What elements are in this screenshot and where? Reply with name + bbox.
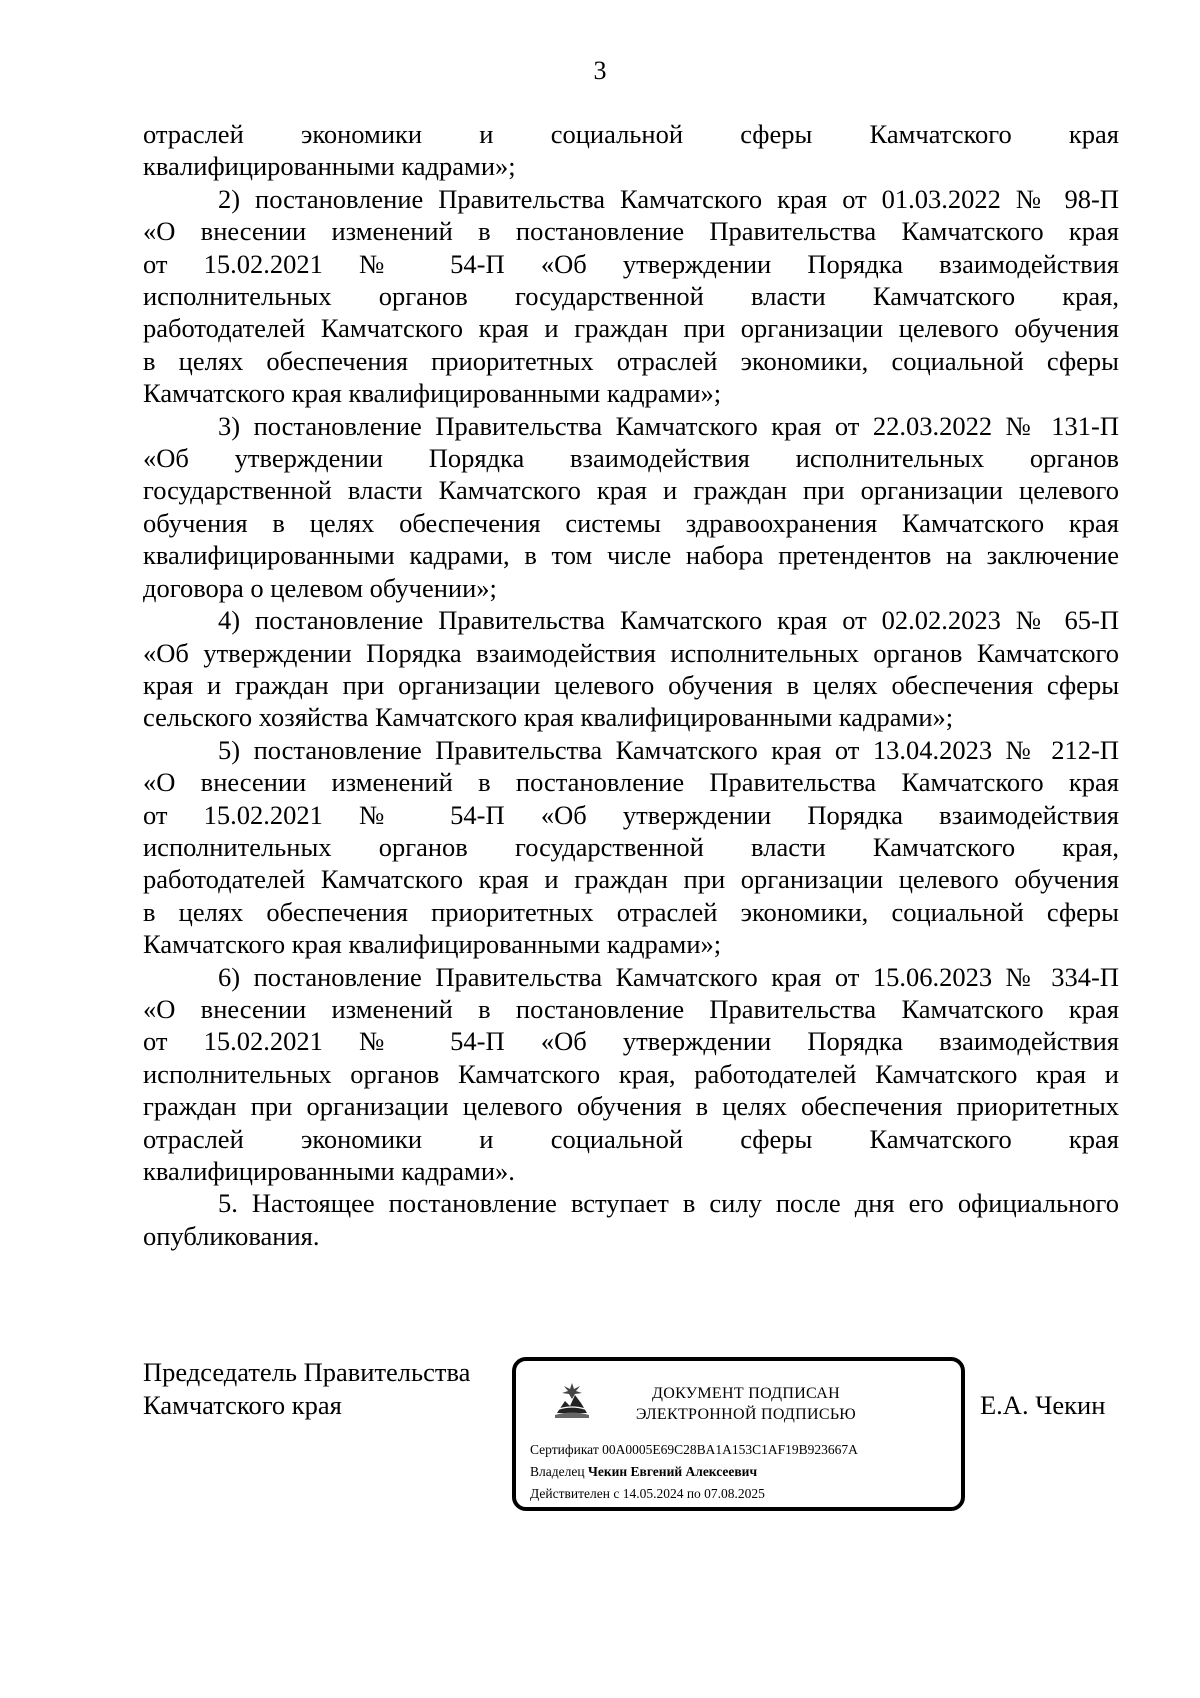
paragraph-line: от 15.02.2021 № 54-П «Об утверждении Порядка взаимодействия: [143, 248, 1119, 279]
paragraph-p7: [143, 1187, 1119, 1252]
stamp-certificate-label: Сертификат: [530, 1442, 599, 1457]
stamp-valid-from: 14.05.2024: [622, 1486, 684, 1501]
signature-position-line2: Камчатского края: [143, 1390, 342, 1420]
paragraph-line: квалифицированными кадрами»;: [143, 151, 516, 182]
stamp-certificate-value: 00A0005E69C28BA1A153C1AF19B923667A: [602, 1442, 858, 1457]
paragraph-line: отраслей экономики и социальной сферы Камчатского края: [143, 1123, 1119, 1154]
paragraph-line: граждан при организации целевого обучения в целях обеспечения приоритетных: [143, 1091, 1119, 1122]
paragraph-line: работодателей Камчатского края и граждан при организации целевого обучения: [143, 313, 1119, 344]
stamp-certificate-row: [530, 1439, 858, 1461]
paragraph-line: «Об утверждении Порядка взаимодействия исполнительных органов Камчатского: [143, 637, 1119, 668]
page-number: 3: [593, 56, 607, 85]
paragraph-line: от 15.02.2021 № 54-П «Об утверждении Порядка взаимодействия: [143, 1026, 1119, 1057]
signature-position-line1: Председатель Правительства: [143, 1357, 471, 1387]
stamp-title-line1: ДОКУМЕНТ ПОДПИСАН: [652, 1385, 840, 1402]
paragraph-line: края и граждан при организации целевого обучения в целях обеспечения сферы: [143, 669, 1119, 700]
paragraph-line: обучения в целях обеспечения системы здравоохранения Камчатского края: [143, 507, 1119, 538]
paragraph-line: «Об утверждении Порядка взаимодействия исполнительных органов: [143, 443, 1119, 474]
stamp-owner-value: Чекин Евгений Алексеевич: [587, 1464, 758, 1479]
stamp-valid-label: Действителен: [530, 1486, 610, 1501]
paragraph-line: Камчатского края квалифицированными кадрами»;: [143, 378, 722, 409]
paragraph-line: исполнительных органов государственной власти Камчатского края,: [143, 831, 1119, 862]
paragraph-line: 2) постановление Правительства Камчатского края от 01.03.2022 № 98-П: [218, 183, 1119, 214]
paragraph-line: исполнительных органов государственной власти Камчатского края,: [143, 281, 1119, 312]
stamp-validity-row: [530, 1483, 858, 1505]
paragraph-line: «О внесении изменений в постановление Правительства Камчатского края: [143, 216, 1119, 247]
stamp-title-line2: ЭЛЕКТРОННОЙ ПОДПИСЬЮ: [635, 1406, 857, 1423]
paragraph-line: «О внесении изменений в постановление Правительства Камчатского края: [143, 767, 1119, 798]
paragraph-line: сельского хозяйства Камчатского края квалифицированными кадрами»;: [143, 702, 954, 733]
paragraph-line: работодателей Камчатского края и граждан при организации целевого обучения: [143, 864, 1119, 895]
paragraph-line: 5) постановление Правительства Камчатского края от 13.04.2023 № 212-П: [218, 734, 1119, 765]
electronic-signature-stamp: [512, 1357, 965, 1511]
paragraph-line: 5. Настоящее постановление вступает в силу после дня его официального: [218, 1188, 1119, 1219]
paragraph-p6: [143, 961, 1119, 1188]
signature-position: [143, 1356, 470, 1422]
paragraph-line: квалифицированными кадрами, в том числе набора претендентов на заключение: [143, 540, 1119, 571]
paragraph-line: государственной власти Камчатского края и граждан при организации целевого: [143, 475, 1119, 506]
paragraph-line: квалифицированными кадрами».: [143, 1156, 515, 1186]
kamchatka-emblem-icon: [553, 1379, 591, 1419]
paragraph-line: Камчатского края квалифицированными кадрами»;: [143, 929, 722, 960]
paragraph-line: в целях обеспечения приоритетных отраслей экономики, социальной сферы: [143, 345, 1119, 376]
document-body: [143, 118, 1119, 1252]
paragraph-line: опубликования.: [143, 1220, 320, 1251]
paragraph-line: в целях обеспечения приоритетных отраслей экономики, социальной сферы: [143, 896, 1119, 927]
signer-name: Е.А. Чекин: [980, 1390, 1106, 1420]
paragraph-p2: [143, 183, 1119, 410]
paragraph-p0: [143, 118, 1119, 183]
paragraph-p4: [143, 604, 1119, 734]
stamp-owner-label: Владелец: [530, 1464, 585, 1479]
stamp-valid-to-label: по: [686, 1486, 701, 1501]
paragraph-line: 4) постановление Правительства Камчатского края от 02.02.2023 № 65-П: [218, 605, 1119, 636]
paragraph-line: договора о целевом обучении»;: [143, 572, 497, 603]
stamp-title: [626, 1383, 866, 1425]
paragraph-line: 6) постановление Правительства Камчатского края от 15.06.2023 № 334-П: [218, 961, 1119, 992]
stamp-valid-to: 07.08.2025: [704, 1486, 765, 1501]
paragraph-line: отраслей экономики и социальной сферы Камчатского края: [143, 119, 1119, 149]
stamp-details: [530, 1439, 858, 1505]
paragraph-p5: [143, 734, 1119, 961]
paragraph-p3: [143, 410, 1119, 604]
paragraph-line: от 15.02.2021 № 54-П «Об утверждении Порядка взаимодействия: [143, 799, 1119, 830]
paragraph-line: 3) постановление Правительства Камчатского края от 22.03.2022 № 131-П: [218, 410, 1119, 441]
stamp-valid-from-label: с: [613, 1486, 620, 1501]
paragraph-line: исполнительных органов Камчатского края, работодателей Камчатского края и: [143, 1058, 1119, 1089]
stamp-owner-row: [530, 1461, 858, 1483]
paragraph-line: «О внесении изменений в постановление Правительства Камчатского края: [143, 993, 1119, 1024]
